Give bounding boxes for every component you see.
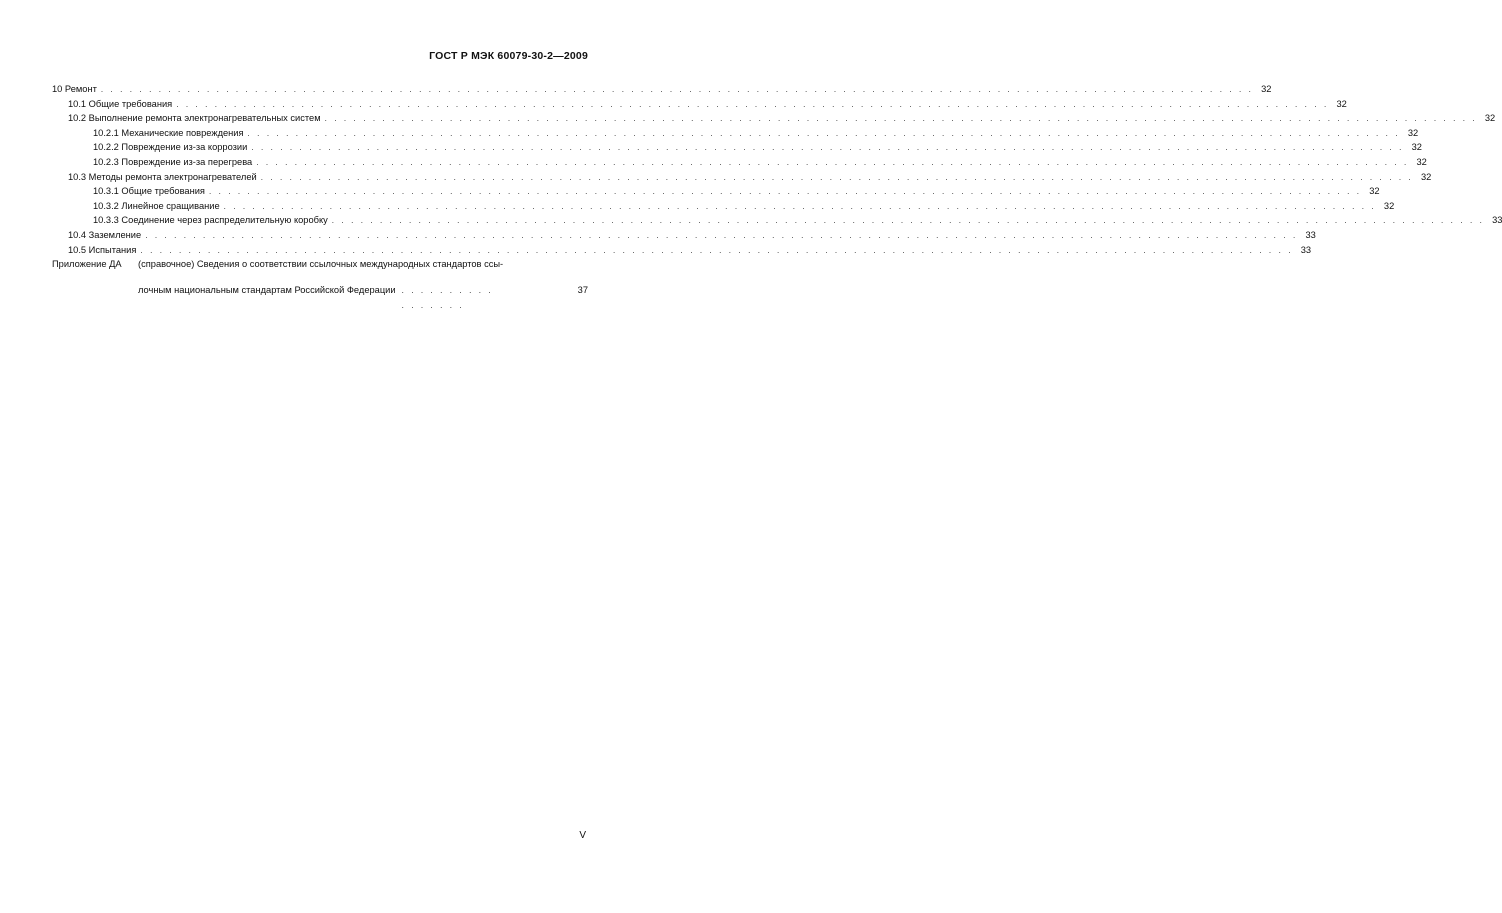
dot-leader: . . . . . . . . . . . . . . . . . <box>401 286 494 311</box>
toc-entry <box>52 97 1347 112</box>
toc-entry <box>52 82 1272 97</box>
toc-entry <box>52 140 1422 155</box>
dot-leader: . . . . . . . . . . . . . . . . . . . . . . . . . . . . . . . . . . . . . . . . . . . . . . . . . . . . . . . . . . . . . . . . . . . . . . . . . . . . . . . . . . . . . . . . . . . . . . . . . . . . . . . . . . . . . . . . . . . . . . . . <box>100 85 1254 94</box>
dot-leader: . . . . . . . . . . . . . . . . . . . . . . . . . . . . . . . . . . . . . . . . . . . . . . . . . . . . . . . . . . . . . . . . . . . . . . . . . . . . . . . . . . . . . . . . . . . . . . . . . . . . . . . . . . . . . . . . . . . . . . . . <box>140 245 1294 255</box>
toc-entry-page: 33 <box>1300 244 1312 255</box>
toc-entry-title: 10.2.1 Механические повреждения <box>93 127 244 138</box>
dot-leader: . . . . . . . . . . . . . . . . . . . . . . . . . . . . . . . . . . . . . . . . . . . . . . . . . . . . . . . . . . . . . . . . . . . . . . . . . . . . . . . . . . . . . . . . . . . . . . . . . . . . . . . . . . . . . . . . . . . . . . . . <box>251 143 1404 153</box>
dot-leader: . . . . . . . . . . . . . . . . . . . . . . . . . . . . . . . . . . . . . . . . . . . . . . . . . . . . . . . . . . . . . . . . . . . . . . . . . . . . . . . . . . . . . . . . . . . . . . . . . . . . . . . . . . . . . . . . . . . . . . . . <box>145 230 1298 240</box>
toc-entry <box>52 155 1427 170</box>
toc-entry-page: 32 <box>1411 142 1422 153</box>
dot-leader: . . . . . . . . . . . . . . . . . . . . . . . . . . . . . . . . . . . . . . . . . . . . . . . . . . . . . . . . . . . . . . . . . . . . . . . . . . . . . . . . . . . . . . . . . . . . . . . . . . . . . . . . . . . . . . . . . . . . . . . . <box>256 157 1409 167</box>
toc-entry <box>52 213 1502 228</box>
dot-leader: . . . . . . . . . . . . . . . . . . . . . . . . . . . . . . . . . . . . . . . . . . . . . . . . . . . . . . . . . . . . . . . . . . . . . . . . . . . . . . . . . . . . . . . . . . . . . . . . . . . . . . . . . . . . . . . . . . . . . . . . <box>331 216 1485 226</box>
toc-appendix-entry <box>52 257 588 313</box>
toc-entry-title: 10.3.3 Соединение через распределительную коробку <box>93 215 328 226</box>
toc-entry-title: 10.1 Общие требования <box>68 98 173 109</box>
toc-entry-title: 10 Ремонт <box>52 84 97 94</box>
toc-entry-page: 32 <box>1420 171 1432 182</box>
toc-entry-page: 32 <box>1484 113 1496 124</box>
toc-entry <box>52 243 1312 258</box>
table-of-contents <box>52 82 1502 313</box>
toc-entry-page: 32 <box>1416 156 1427 167</box>
appendix-label: Приложение ДА <box>52 259 122 270</box>
toc-entry-title: 10.4 Заземление <box>68 229 142 240</box>
toc-entry-title: 10.5 Испытания <box>68 244 137 255</box>
toc-rows <box>52 82 1502 257</box>
toc-entry-title: 10.2.3 Повреждение из-за перегрева <box>93 156 253 167</box>
toc-entry-title: 10.2 Выполнение ремонта электронагревательных систем <box>68 113 321 124</box>
toc-entry-title: 10.3.1 Общие требования <box>93 186 205 197</box>
toc-entry-page: 32 <box>1336 98 1347 109</box>
toc-entry-page: 33 <box>1305 229 1316 240</box>
appendix-page-number: 37 <box>577 285 588 296</box>
toc-entry-page: 32 <box>1383 200 1395 211</box>
toc-entry <box>52 199 1395 214</box>
toc-entry <box>52 184 1380 199</box>
toc-entry <box>52 111 1496 126</box>
document-header: ГОСТ Р МЭК 60079-30-2—2009 <box>429 50 588 62</box>
toc-entry <box>52 126 1419 141</box>
page-number-roman: V <box>579 830 586 841</box>
dot-leader: . . . . . . . . . . . . . . . . . . . . . . . . . . . . . . . . . . . . . . . . . . . . . . . . . . . . . . . . . . . . . . . . . . . . . . . . . . . . . . . . . . . . . . . . . . . . . . . . . . . . . . . . . . . . . . . . . . . . . . . . <box>260 172 1414 182</box>
toc-entry-page: 32 <box>1407 127 1419 138</box>
dot-leader: . . . . . . . . . . . . . . . . . . . . . . . . . . . . . . . . . . . . . . . . . . . . . . . . . . . . . . . . . . . . . . . . . . . . . . . . . . . . . . . . . . . . . . . . . . . . . . . . . . . . . . . . . . . . . . . . . . . . . . . . <box>176 99 1329 109</box>
toc-entry-page: 32 <box>1369 186 1380 197</box>
toc-entry <box>52 170 1432 185</box>
dot-leader: . . . . . . . . . . . . . . . . . . . . . . . . . . . . . . . . . . . . . . . . . . . . . . . . . . . . . . . . . . . . . . . . . . . . . . . . . . . . . . . . . . . . . . . . . . . . . . . . . . . . . . . . . . . . . . . . . . . . . . . . <box>208 187 1362 197</box>
toc-entry-title: 10.3.2 Линейное сращивание <box>93 200 220 211</box>
toc-entry-title: 10.3 Методы ремонта электронагревателей <box>68 171 257 182</box>
dot-leader: . . . . . . . . . . . . . . . . . . . . . . . . . . . . . . . . . . . . . . . . . . . . . . . . . . . . . . . . . . . . . . . . . . . . . . . . . . . . . . . . . . . . . . . . . . . . . . . . . . . . . . . . . . . . . . . . . . . . . . . . <box>324 114 1478 124</box>
appendix-title-line2: лочным национальным стандартам Российской Федерации <box>138 285 396 296</box>
dot-leader: . . . . . . . . . . . . . . . . . . . . . . . . . . . . . . . . . . . . . . . . . . . . . . . . . . . . . . . . . . . . . . . . . . . . . . . . . . . . . . . . . . . . . . . . . . . . . . . . . . . . . . . . . . . . . . . . . . . . . . . . <box>247 128 1401 138</box>
appendix-title-line1: (справочное) Сведения о соответствии ссылочных международных стандартов ссы- <box>138 259 504 270</box>
toc-entry <box>52 228 1316 243</box>
toc-entry-title: 10.2.2 Повреждение из-за коррозии <box>93 142 248 153</box>
appendix-body <box>138 257 588 313</box>
appendix-title-line2-row <box>138 277 588 313</box>
toc-entry-page: 33 <box>1492 215 1502 226</box>
dot-leader: . . . . . . . . . . . . . . . . . . . . . . . . . . . . . . . . . . . . . . . . . . . . . . . . . . . . . . . . . . . . . . . . . . . . . . . . . . . . . . . . . . . . . . . . . . . . . . . . . . . . . . . . . . . . . . . . . . . . . . . . <box>223 201 1377 211</box>
toc-entry-page: 32 <box>1261 84 1272 94</box>
